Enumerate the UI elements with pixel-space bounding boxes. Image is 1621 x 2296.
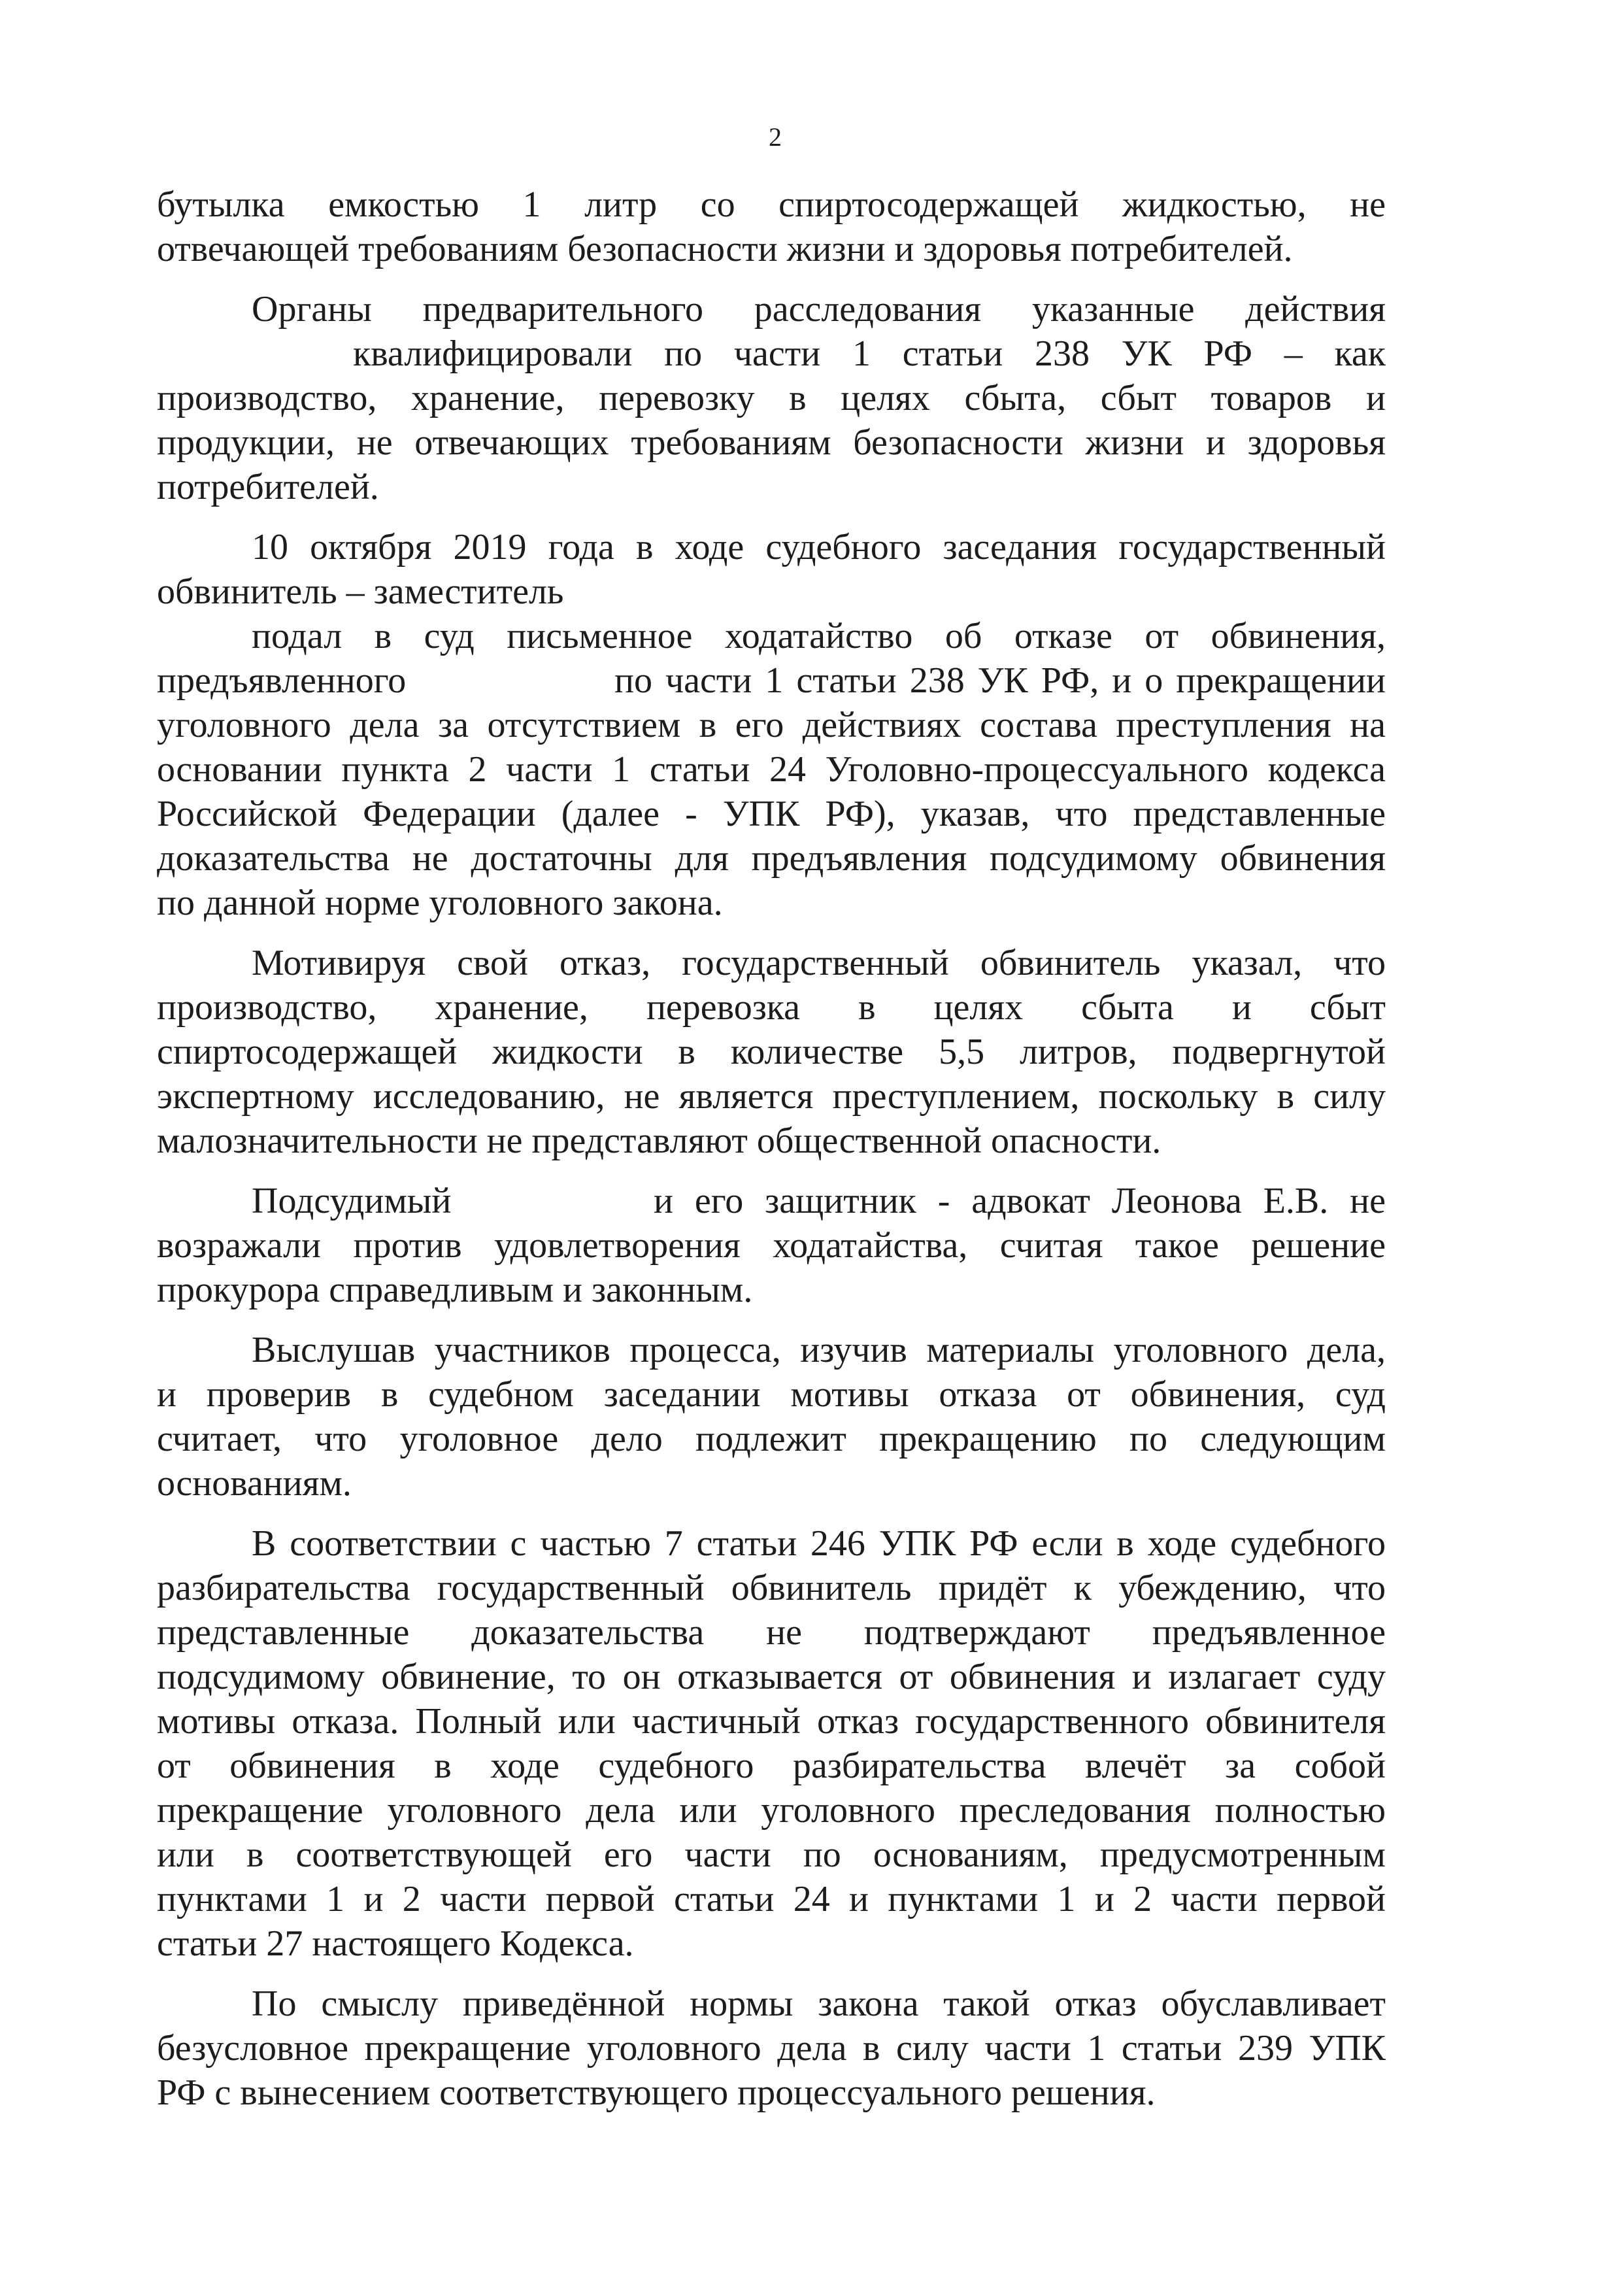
text-line: производство, хранение, перевозка в целях сбыта и сбыт [157, 987, 1386, 1028]
text-line: уголовного дела за отсутствием в его действиях состава преступления на [157, 705, 1386, 745]
text-line: по данной норме уголовного закона. [157, 883, 723, 923]
text-line: пунктами 1 и 2 части первой статьи 24 и пунктами 1 и 2 части первой [157, 1879, 1386, 1919]
text-line: Подсудимый [252, 1181, 452, 1221]
text-line: По смыслу приведённой нормы закона такой отказ обуславливает [252, 1984, 1386, 2024]
text-line: 10 октября 2019 года в ходе судебного заседания государственный [252, 527, 1386, 567]
text-line: малозначительности не представляют общественной опасности. [157, 1121, 1161, 1161]
text-line: и проверив в судебном заседании мотивы отказа от обвинения, суд [157, 1374, 1386, 1415]
text-line: прокурора справедливым и законным. [157, 1270, 753, 1310]
text-line: статьи 27 настоящего Кодекса. [157, 1923, 634, 1964]
text-line: разбирательства государственный обвинитель придёт к убеждению, что [157, 1568, 1386, 1608]
text-line: основаниям. [157, 1463, 352, 1504]
text-line: мотивы отказа. Полный или частичный отказ государственного обвинителя [157, 1701, 1386, 1742]
text-line: подсудимому обвинение, то он отказывается от обвинения и излагает суду [157, 1657, 1386, 1697]
text-line: РФ с вынесением соответствующего процессуального решения. [157, 2072, 1156, 2113]
text-line: или в соответствующей его части по основаниям, предусмотренным [157, 1834, 1386, 1875]
text-line: отвечающей требованиям безопасности жизни и здоровья потребителей. [157, 229, 1293, 269]
text-line: продукции, не отвечающих требованиям безопасности жизни и здоровья [157, 422, 1386, 463]
text-line: спиртосодержащей жидкости в количестве 5,5 литров, подвергнутой [157, 1032, 1386, 1072]
text-line: В соответствии с частью 7 статьи 246 УПК РФ если в ходе судебного [252, 1523, 1386, 1564]
text-line: потребителей. [157, 467, 379, 507]
text-line: от обвинения в ходе судебного разбирательства влечёт за собой [157, 1746, 1386, 1786]
text-line: Выслушав участников процесса, изучив материалы уголовного дела, [252, 1330, 1386, 1370]
text-line: безусловное прекращение уголовного дела в силу части 1 статьи 239 УПК [157, 2028, 1386, 2068]
text-line: возражали против удовлетворения ходатайства, считая такое решение [157, 1225, 1386, 1266]
text-line: обвинитель – заместитель [157, 571, 564, 612]
page-number: 2 [769, 122, 782, 152]
text-line: экспертному исследованию, не является преступлением, поскольку в силу [157, 1076, 1386, 1117]
text-line: считает, что уголовное дело подлежит прекращению по следующим [157, 1419, 1386, 1459]
text-line: производство, хранение, перевозку в целях сбыта, сбыт товаров и [157, 378, 1386, 418]
text-line: и его защитник - адвокат Леонова Е.В. не [654, 1181, 1386, 1221]
text-line: прекращение уголовного дела или уголовного преследования полностью [157, 1790, 1386, 1831]
text-line: квалифицировали по части 1 статьи 238 УК РФ – как [353, 333, 1386, 374]
text-line: предъявленного [157, 660, 407, 701]
text-line: основании пункта 2 части 1 статьи 24 Уголовно-процессуального кодекса [157, 749, 1386, 790]
text-line: представленные доказательства не подтверждают предъявленное [157, 1612, 1386, 1653]
text-line: Органы предварительного расследования указанные действия [252, 289, 1386, 329]
text-line: подал в суд письменное ходатайство об отказе от обвинения, [252, 616, 1386, 656]
text-line: Российской Федерации (далее - УПК РФ), указав, что представленные [157, 794, 1386, 834]
text-line: бутылка емкостью 1 литр со спиртосодержащей жидкостью, не [157, 184, 1386, 225]
text-line: Мотивируя свой отказ, государственный обвинитель указал, что [252, 943, 1386, 983]
text-line: по части 1 статьи 238 УК РФ, и о прекращении [614, 660, 1386, 701]
text-line: доказательства не достаточны для предъявления подсудимому обвинения [157, 838, 1386, 879]
